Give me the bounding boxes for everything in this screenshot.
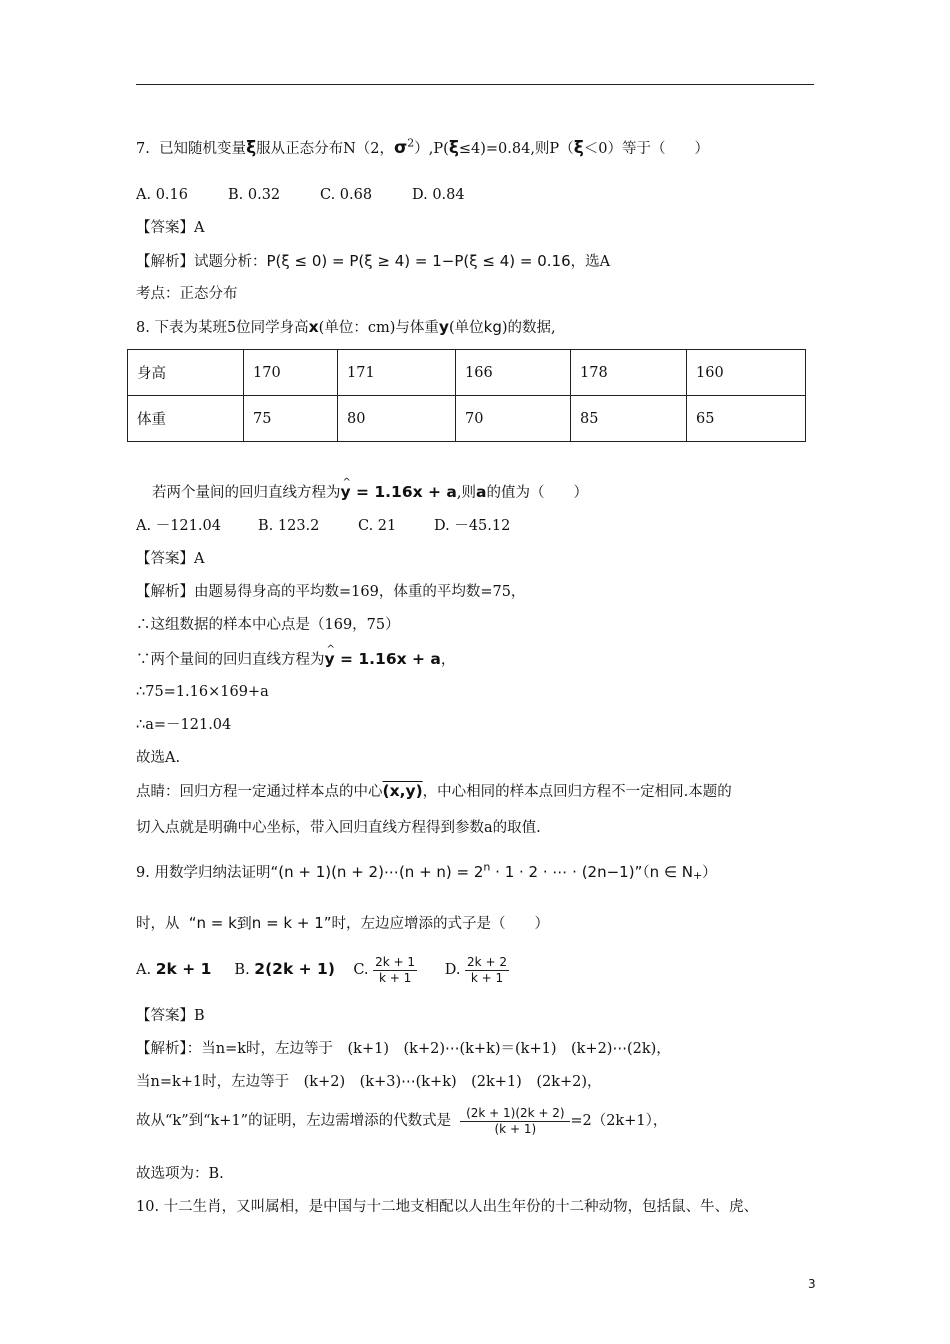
q9-stem: 9. 用数学归纳法证明“(n + 1)(n + 2)⋯(n + $n) = 2^n \cdot 1 \cdot 2$ · ⋯ · (2n−1)”（n ∈ $N_+$） — [136, 860, 717, 883]
q7-analysis: 【解析】试题分析：P(ξ ≤ 0) = P(ξ ≥ 4) = 1−P(ξ ≤ 4) = 0.16，选A — [136, 252, 611, 270]
q7-option-a: A. 0.16 — [136, 187, 188, 203]
q8-analysis-line: ∴a=－121.04 — [136, 717, 232, 733]
table-cell: 170 — [244, 350, 338, 396]
q8-analysis-because: ∵两个量间的回归直线方程为^ y = 1.16x + a， — [136, 649, 455, 670]
q9-analysis-line: 当n=k+1时，左边等于 (k+2) (k+3)⋯(k+k) (2k+1) (2k+2)， — [136, 1074, 602, 1090]
table-cell: 166 — [456, 350, 571, 396]
q8-option-c: C. 21 — [358, 518, 397, 534]
q9-option-d: $\frac{2k + 2}{k + 1}$ — [467, 954, 507, 985]
table-cell: 70 — [456, 396, 571, 442]
table-row — [128, 396, 806, 442]
q8-analysis-line: 故选A. — [136, 750, 181, 766]
page-number: 3 — [808, 1277, 816, 1291]
q7-answer: 【答案】A — [136, 220, 205, 236]
q9-analysis-line: 故选项为：B. — [136, 1166, 224, 1182]
table-cell: 体重 — [128, 396, 244, 442]
q8-option-b: B. 123.2 — [258, 518, 320, 534]
table-row — [128, 350, 806, 396]
q9-options: A. 2k + 1 B. 2(2k + 1) C. $\frac{2k + 1}{k + 1}$ D. $\frac{2k + 2}{k + 1}$ — [136, 954, 507, 985]
q8-note-line: 点睛：回归方程一定通过样本点的中心(x,y)，中心相同的样本点回归方程不一定相同.本题的 — [136, 782, 732, 800]
q9-analysis-fraction-line: 故从“k”到“k+1”的证明，左边需增添的代数式是 $\frac{(2k + 1)(2k + 2)}{(k + 1)}$ =2（2k+1）， — [136, 1105, 668, 1136]
table-cell: 171 — [338, 350, 456, 396]
q8-regression-stem: 若两个量间的回归直线方程为^ y = 1.16x + a,则a的值为（ ） — [152, 482, 588, 503]
q9-option-b: 2(2k + 1) — [254, 960, 335, 978]
q8-stem: 8. 下表为某班5位同学身高x(单位：cm)与体重y(单位kg)的数据, — [136, 318, 556, 336]
q7-keypoint: 考点：正态分布 — [136, 286, 238, 302]
table-cell: 65 — [687, 396, 806, 442]
q8-options — [136, 516, 510, 536]
q8-analysis-line: ∴75=1.16×169+a — [136, 684, 269, 700]
q8-answer: 【答案】A — [136, 551, 205, 567]
q8-option-d: D. －45.12 — [434, 518, 511, 534]
q9-analysis-line: 【解析】：当n=k时，左边等于 (k+1) (k+2)⋯(k+k)＝(k+1) (k+2)⋯(2k)， — [136, 1041, 671, 1057]
q8-option-a: A. －121.04 — [136, 518, 221, 534]
q7-options — [136, 185, 465, 205]
q9-stem-line2: 时，从 “n = k到n = k + 1”时，左边应增添的式子是（ ） — [136, 914, 550, 932]
q7-option-b: B. 0.32 — [228, 187, 281, 203]
q7-option-c: C. 0.68 — [320, 187, 373, 203]
table-cell: 160 — [687, 350, 806, 396]
q7-option-d: D. 0.84 — [412, 187, 465, 203]
q9-answer: 【答案】B — [136, 1008, 205, 1024]
table-cell: 80 — [338, 396, 456, 442]
table-cell: 178 — [571, 350, 687, 396]
table-cell: 85 — [571, 396, 687, 442]
q9-option-c: $\frac{2k + 1}{k + 1}$ — [375, 954, 416, 985]
header-rule — [136, 84, 814, 85]
height-weight-table — [127, 349, 806, 442]
table-cell: 75 — [244, 396, 338, 442]
q8-analysis-line: ∴这组数据的样本中心点是（169，75） — [136, 617, 400, 633]
q8-analysis-line: 【解析】由题易得身高的平均数=169，体重的平均数=75， — [136, 584, 526, 600]
table-cell: 身高 — [128, 350, 244, 396]
q8-note-line: 切入点就是明确中心坐标，带入回归直线方程得到参数a的取值. — [136, 820, 541, 836]
q10-stem: 10. 十二生肖，又叫属相，是中国与十二地支相配以人出生年份的十二种动物，包括鼠、牛、虎、 — [136, 1199, 759, 1215]
q7-stem: 7. 已知随机变量ξ服从正态分布N（2，$\sigma^2),P(\xi\le 4)=0.84$,则P（ξ＜0）等于（ ） — [136, 136, 709, 158]
q9-option-a: 2k + 1 — [155, 960, 212, 978]
